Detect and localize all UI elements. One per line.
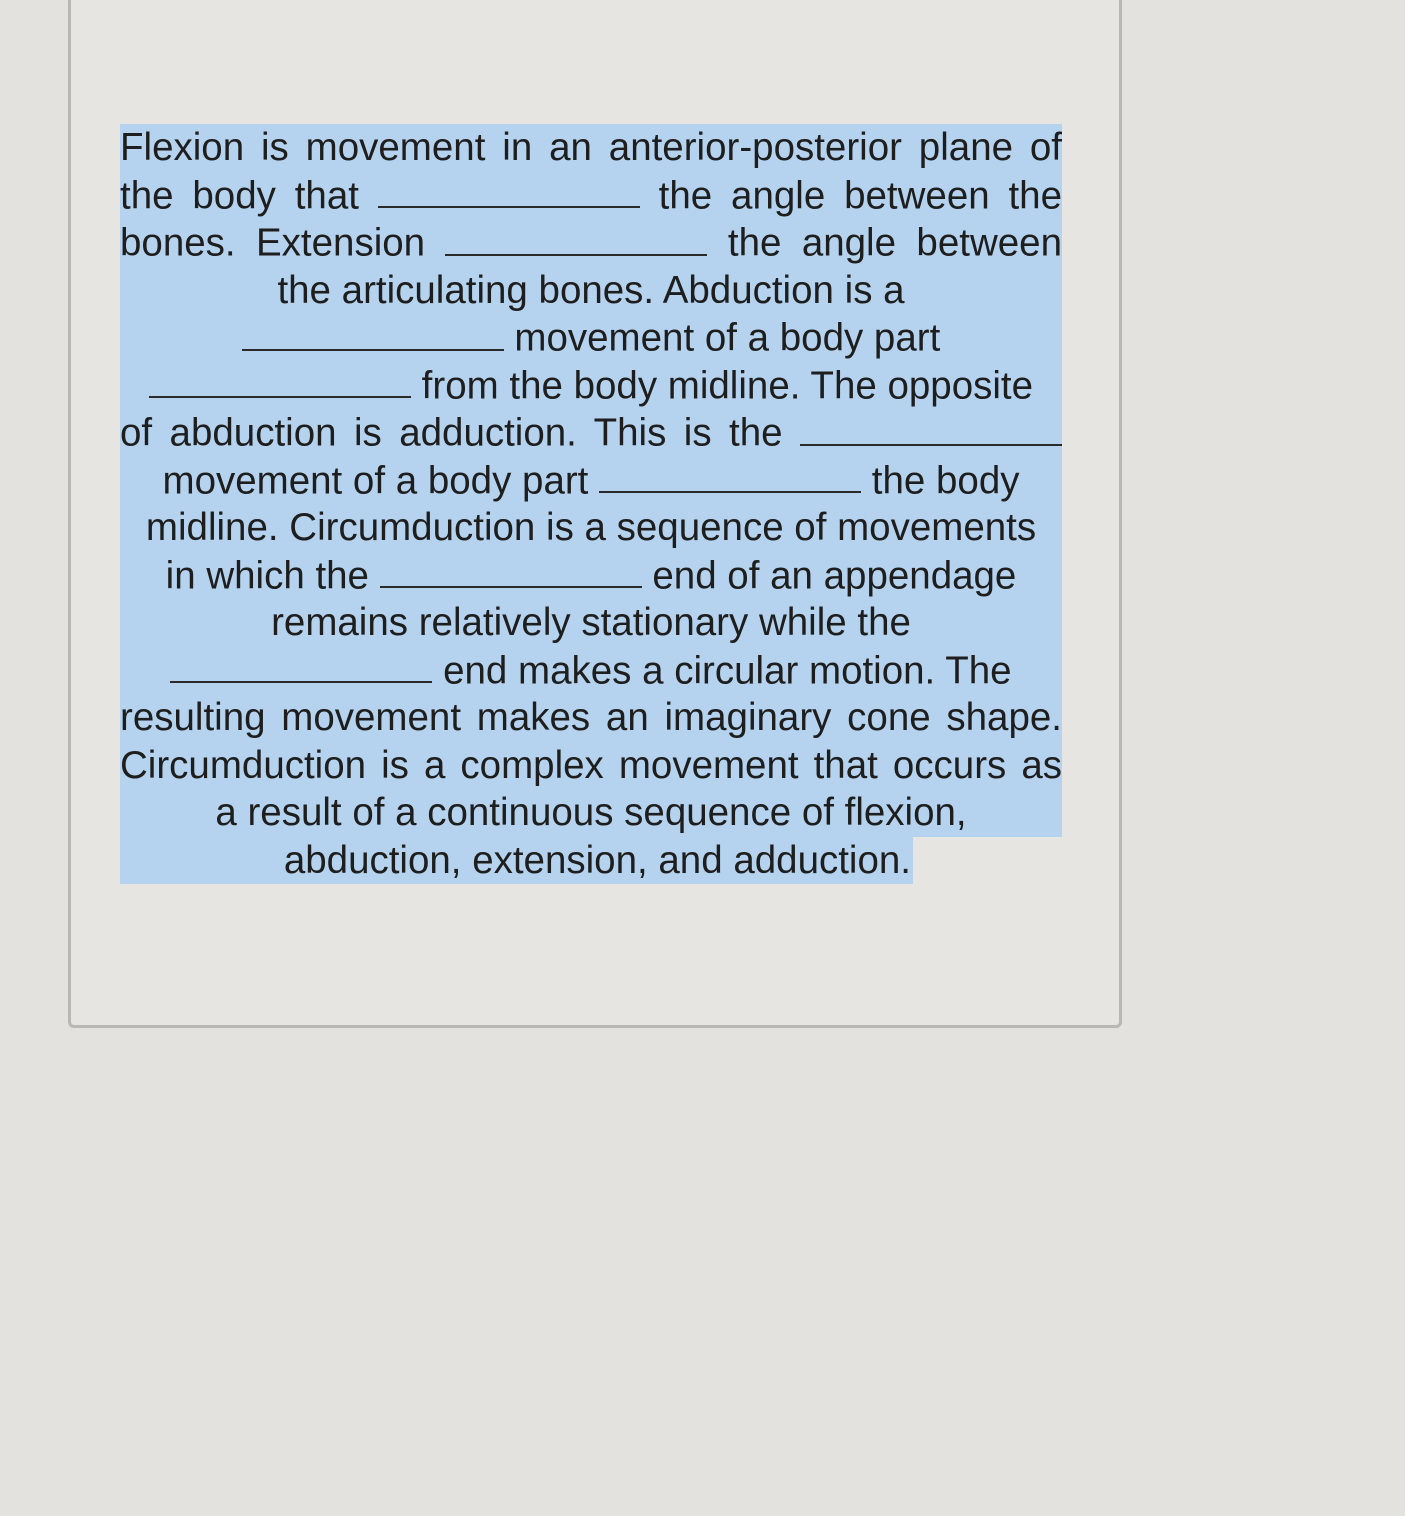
passage-text: Flexion is movement in an anterior-posterior plane of (120, 126, 1062, 169)
passage-line (120, 362, 1062, 410)
passage-text: the body that (120, 174, 359, 218)
passage-text: the angle between the (658, 174, 1063, 218)
passage-text: the body (871, 459, 1020, 503)
passage-line (120, 267, 1062, 315)
passage-line (120, 172, 1062, 220)
passage-text: from the body midline. The opposite (421, 364, 1034, 408)
passage-text: the angle between (727, 221, 1062, 265)
passage-text: end makes a circular motion. The (443, 649, 1012, 693)
fill-in-the-blank-passage (120, 124, 1062, 884)
passage-text: in which the (165, 554, 369, 598)
passage-text: end of an appendage (652, 554, 1017, 598)
passage-text: abduction, extension, and adduction. (283, 838, 911, 882)
answer-blank-7[interactable] (380, 552, 642, 589)
passage-text: movement of a body part (162, 459, 589, 503)
passage-line (120, 409, 1062, 457)
passage-line (120, 552, 1062, 600)
passage-text: midline. Circumduction is a sequence of movements (145, 506, 1037, 549)
answer-blank-6[interactable] (599, 457, 861, 494)
answer-blank-3[interactable] (242, 314, 504, 351)
passage-text: the articulating bones. Abduction is a (277, 268, 905, 312)
passage-text: of abduction is adduction. This is the (120, 411, 783, 455)
passage-line (120, 694, 1062, 742)
passage-line (120, 314, 1062, 362)
passage-line (120, 457, 1062, 505)
passage-text: a result of a continuous sequence of flexion, (215, 791, 967, 834)
answer-blank-4[interactable] (149, 362, 411, 399)
answer-blank-8[interactable] (170, 647, 432, 684)
passage-line (120, 599, 1062, 647)
passage-line (120, 504, 1062, 552)
passage-line (120, 124, 1062, 172)
passage-line (120, 219, 1062, 267)
passage-line (120, 837, 913, 885)
passage-line (120, 647, 1062, 695)
answer-blank-2[interactable] (445, 219, 707, 256)
passage-line (120, 742, 1062, 790)
passage-text: remains relatively stationary while the (271, 601, 911, 644)
passage-text: resulting movement makes an imaginary cone shape. (120, 696, 1062, 739)
passage-text: movement of a body part (514, 316, 941, 360)
passage-text: Circumduction is a complex movement that occurs as (120, 743, 1062, 787)
passage-line (120, 789, 1062, 837)
answer-blank-5[interactable] (800, 409, 1062, 446)
answer-blank-1[interactable] (378, 172, 640, 209)
passage-text: bones. Extension (120, 221, 426, 265)
